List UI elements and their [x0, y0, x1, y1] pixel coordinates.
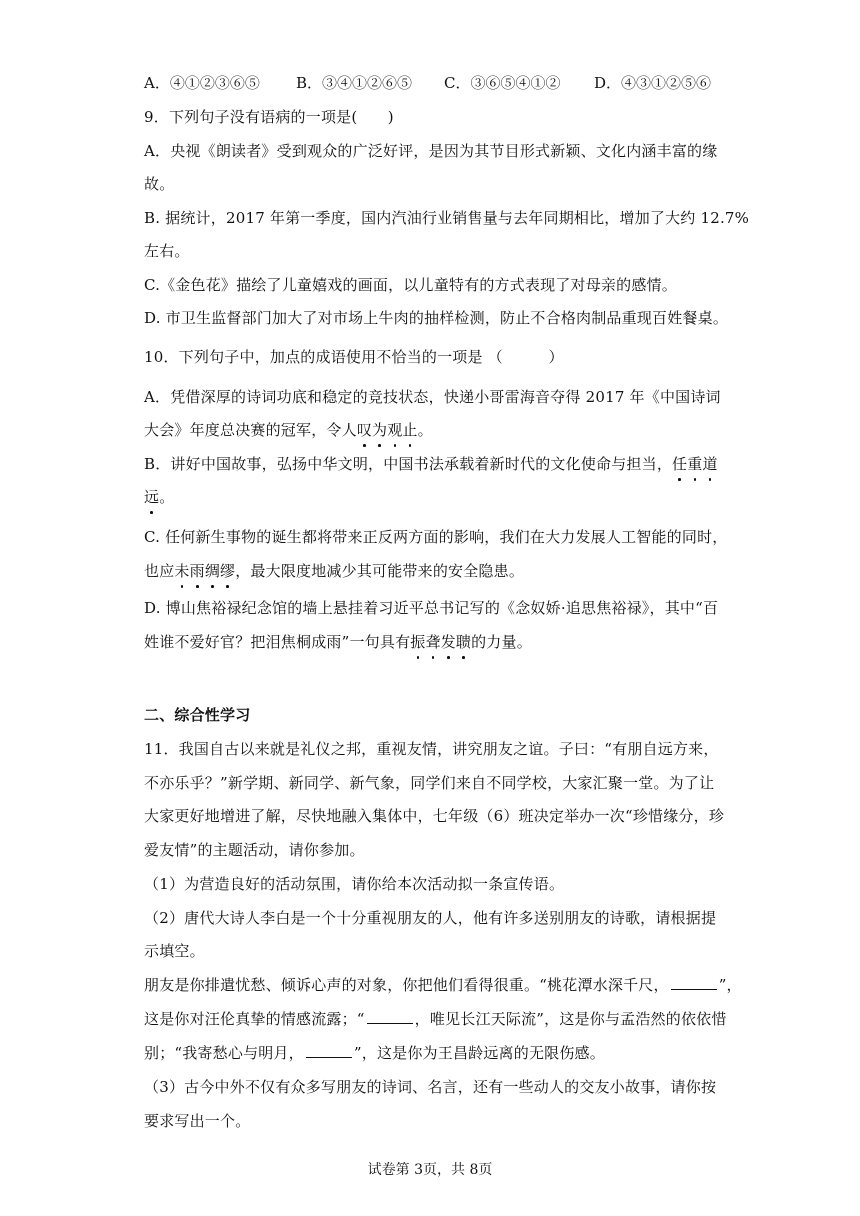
q11-fill-line3 [144, 1042, 605, 1064]
q9-option-b-line2: 左右。 [144, 242, 190, 260]
dotted-idiom [174, 562, 235, 580]
emphasis-char: 聋 [425, 633, 441, 651]
text-segment: ，最大限度地减少其可能带来的安全隐患。 [235, 562, 525, 580]
q11-fill-line2 [144, 1008, 727, 1030]
q10-stem: 10．下列句子中，加点的成语使用不恰当的一项是 （ ） [144, 348, 564, 366]
q9-option-a-line1: A．央视《朗读者》受到观众的广泛好评，是因为其节目形式新颖、文化内涵丰富的缘 [144, 142, 718, 160]
q11-para-line4: 爱友情”的主题活动，请你参加。 [144, 841, 365, 859]
q11-para-line1: 11．我国自古以来就是礼仪之邦，重视友情，讲究朋友之谊。子曰：“有朋自远方来， [144, 740, 719, 758]
dotted-idiom [672, 455, 718, 473]
emphasis-char: 任 [672, 455, 688, 473]
q11-sub2-line2: 示填空。 [144, 942, 205, 960]
text-segment: 别；“我寄愁心与明月， [144, 1044, 304, 1062]
q8-option-a: A．④①②③⑥⑤ [144, 74, 260, 92]
emphasis-char: 缪 [220, 562, 236, 580]
q8-option-c: C．③⑥⑤④①② [444, 74, 561, 92]
emphasis-char: 发 [440, 633, 456, 651]
text-segment: 。 [159, 488, 175, 506]
text-segment: ”， [718, 976, 742, 994]
emphasis-char: 远 [144, 488, 160, 506]
q10-option-b-line2 [144, 486, 174, 508]
emphasis-char: 为 [372, 421, 388, 439]
text-segment: 朋友是你排遣忧愁、倾诉心声的对象，你把他们看得很重。“桃花潭水深千尺， [144, 976, 669, 994]
q11-sub2-line1: （2）唐代大诗人李白是一个十分重视朋友的人，他有许多送别朋友的诗歌，请根据提 [144, 909, 717, 927]
q10-option-a-line2 [144, 419, 433, 441]
text-segment: ，唯见长江天际流”，这是你与孟浩然的依依惜 [414, 1010, 727, 1028]
q11-para-line3: 大家更好地增进了解，尽快地融入集体中，七年级（6）班决定举办一次“珍惜缘分，珍 [144, 807, 725, 825]
q9-option-d: D. 市卫生监督部门加大了对市场上牛肉的抽样检测，防止不合格肉制品重现百姓餐桌。 [144, 309, 729, 327]
q11-fill-line1 [144, 974, 742, 996]
dotted-idiom [410, 633, 471, 651]
q10-option-a-line1: A．凭借深厚的诗词功底和稳定的竞技状态，快递小哥雷海音夺得 2017 年《中国诗词 [144, 388, 721, 406]
text-segment: 的力量。 [471, 633, 532, 651]
q10-option-c-line2 [144, 560, 524, 582]
fill-blank[interactable] [671, 974, 717, 990]
emphasis-char: 振 [410, 633, 426, 651]
dotted-idiom [144, 488, 159, 506]
q11-sub3-line1: （3）古今中外不仅有众多写朋友的诗词、名言，还有一些动人的交友小故事，请你按 [144, 1078, 717, 1096]
text-segment: 。 [417, 421, 433, 439]
text-segment: ”，这是你为王昌龄远离的无限伤感。 [353, 1044, 605, 1062]
q11-para-line2: 不亦乐乎？”新学期、新同学、新气象，同学们来自不同学校，大家汇聚一堂。为了让 [144, 774, 715, 792]
emphasis-char: 聩 [455, 633, 472, 651]
text-segment: 姓谁不爱好官？把泪焦桐成雨”一句具有 [144, 633, 411, 651]
q10-option-d-line1: D. 博山焦裕禄纪念馆的墙上悬挂着习近平总书记写的《念奴娇·追思焦裕禄》，其中“百 [144, 599, 719, 617]
q11-sub3-line2: 要求写出一个。 [144, 1112, 251, 1130]
emphasis-char: 止 [402, 421, 418, 439]
emphasis-char: 未 [174, 562, 190, 580]
q8-option-b: B．③④①②⑥⑤ [296, 74, 413, 92]
q10-option-c-line1: C. 任何新生事物的诞生都将带来正反两方面的影响，我们在大力发展人工智能的同时， [144, 528, 728, 546]
emphasis-char: 观 [387, 421, 403, 439]
q8-option-d: D．④③①②⑤⑥ [594, 74, 712, 92]
text-segment: B．讲好中国故事，弘扬中华文明，中国书法承载着新时代的文化使命与担当， [144, 455, 673, 473]
q11-sub1: （1）为营造良好的活动氛围，请你给本次活动拟一条宣传语。 [144, 875, 565, 893]
fill-blank[interactable] [367, 1008, 413, 1024]
text-segment: 也应 [144, 562, 175, 580]
emphasis-char: 道 [702, 455, 718, 473]
emphasis-char: 叹 [356, 421, 373, 439]
q9-stem: 9．下列句子没有语病的一项是( ) [144, 108, 394, 126]
text-segment: 大会》年度总决赛的冠军，令人 [144, 421, 357, 439]
q10-option-d-line2 [144, 631, 532, 653]
q9-option-a-line2: 故。 [144, 175, 175, 193]
emphasis-char: 绸 [204, 562, 221, 580]
q9-option-c: C.《金色花》描绘了儿童嬉戏的画面，以儿童特有的方式表现了对母亲的感情。 [144, 276, 677, 294]
page-footer: 试卷第 3页，共 8页 [367, 1162, 493, 1178]
dotted-idiom [357, 421, 418, 439]
fill-blank[interactable] [306, 1042, 352, 1058]
q9-option-b-line1: B. 据统计，2017 年第一季度，国内汽油行业销售量与去年同期相比，增加了大约 12.7% [144, 209, 750, 227]
emphasis-char: 雨 [189, 562, 205, 580]
text-segment: 这是你对汪伦真挚的情感流露；“ [144, 1010, 365, 1028]
q10-option-b-line1 [144, 453, 718, 475]
section-heading: 二、综合性学习 [144, 706, 251, 724]
emphasis-char: 重 [687, 455, 703, 473]
